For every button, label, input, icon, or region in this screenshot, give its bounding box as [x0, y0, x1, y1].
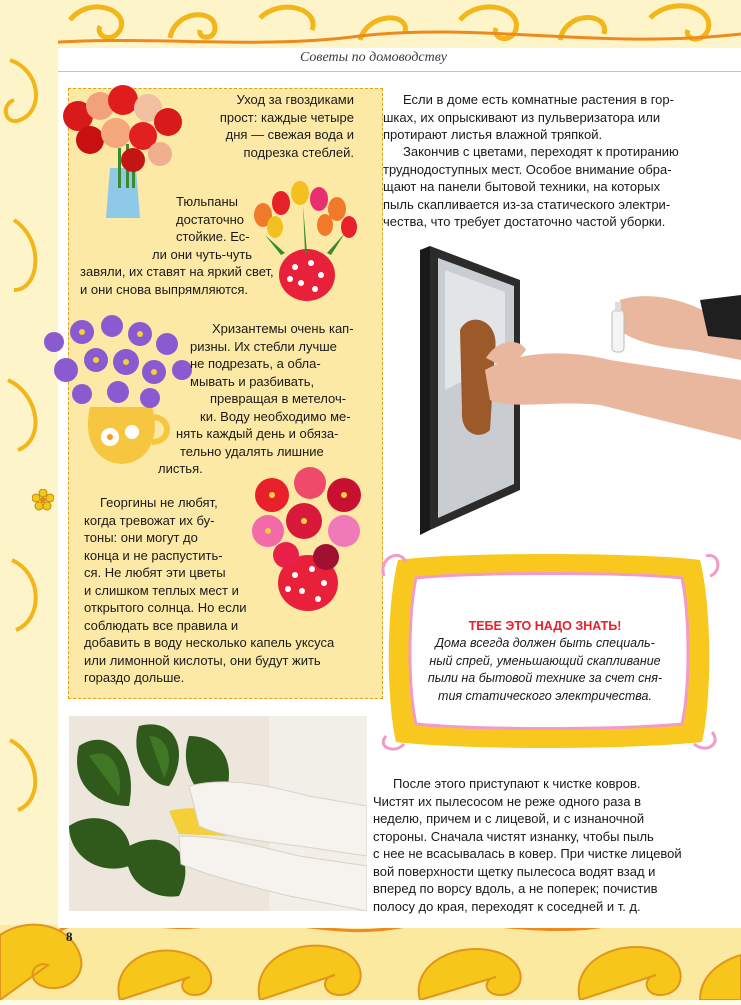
flower-bullet-icon — [32, 489, 54, 511]
para-line: протирают листья влажной тряпкой. — [383, 127, 603, 142]
tip-line: не подрезать, а обла- — [190, 356, 321, 371]
tip-line: прост: каждые четыре — [219, 109, 354, 125]
para-line: полосу до края, переходят к соседней и т. д. — [373, 898, 641, 914]
para-line: После этого приступают к чистке ковров. — [393, 776, 641, 791]
tip-line: конца и не распустить- — [84, 547, 223, 563]
tip-line: стойкие. Ес- — [176, 229, 250, 244]
tip-line: соблюдать все правила и — [84, 617, 239, 633]
plants-paragraph — [383, 91, 688, 144]
tip-line: превращая в метелоч- — [210, 391, 347, 406]
para-line: вперед по ворсу вдоль, а не поперек; почистив — [373, 881, 658, 896]
tip-line: когда тревожат их бу- — [84, 512, 215, 528]
tip-line: достаточно — [176, 211, 245, 227]
para-line: Закончив с цветами, переходят к протиранию — [403, 144, 679, 159]
tip-line: и они снова выпрямляются. — [80, 281, 249, 297]
tip-line: Уход за гвоздиками — [236, 92, 354, 107]
tip-line: Тюльпаны — [176, 194, 238, 209]
page-number: 8 — [66, 929, 73, 944]
para-line: неделю, причем и с лицевой, и с изнаночной — [373, 811, 645, 826]
carpet-paragraph — [373, 775, 688, 915]
top-swirl-border — [0, 0, 741, 50]
para-line: пыль скапливается из-за статического электри- — [383, 196, 671, 212]
para-line: Если в доме есть комнатные растения в гор- — [403, 92, 674, 107]
para-line: с нее не всасывалась в ковер. При чистке лицевой — [373, 846, 682, 861]
tip-line: ки. Воду необходимо ме- — [200, 408, 351, 424]
tip-line: открытого солнца. Но если — [84, 600, 247, 615]
para-line: труднодоступных мест. Особое внимание обра- — [383, 161, 672, 177]
note-line: Дома всегда должен быть специаль- — [435, 636, 655, 650]
para-line: шках, их опрыскивают из пульверизатора или — [383, 109, 661, 125]
para-line: стороны. Сначала чистят изнанку, чтобы пыль — [373, 828, 654, 844]
ficus-cleaning-photo — [69, 716, 367, 911]
note-title: ТЕБЕ ЭТО НАДО ЗНАТЬ! — [468, 619, 622, 633]
tip-dahlias — [84, 494, 369, 687]
para-line: чества, что требует достаточно частой уборки. — [383, 214, 666, 229]
note-line: тия статического электричества. — [438, 688, 652, 703]
tip-line: дня — свежая вода и — [225, 127, 354, 142]
tip-line: мывать и разбивать, — [190, 373, 315, 389]
appliance-paragraph — [383, 143, 688, 231]
tip-line: завяли, их ставят на яркий свет, — [80, 264, 274, 279]
tulip-bouquet — [245, 175, 365, 305]
tip-carnations — [190, 91, 354, 161]
para-line: вой поверхности щетку пылесоса водят взад и — [373, 863, 656, 879]
tip-line: листья. — [158, 461, 203, 476]
header-rule — [58, 71, 741, 72]
tip-line: или лимонной кислоты, они будут жить — [84, 652, 321, 668]
note-line: ный спрей, уменьшающий скапливание — [429, 653, 661, 668]
tip-line: нять каждый день и обяза- — [176, 426, 339, 441]
running-header: Советы по домоводству — [300, 50, 448, 65]
note-body — [420, 635, 670, 705]
monitor-cleaning-photo — [390, 240, 741, 538]
para-line: Чистят их пылесосом не реже одного раза в — [373, 793, 641, 809]
tip-line: тоны: они могут до — [84, 530, 198, 545]
tip-line: ризны. Их стебли лучше — [190, 338, 337, 354]
tip-line: Хризантемы очень кап- — [212, 321, 354, 336]
note-line: пыли на бытовой технике за счет сня- — [427, 671, 663, 685]
tip-chrysanthemums — [150, 320, 362, 478]
tip-line: тельно удалять лишние — [180, 443, 324, 459]
tip-line: подрезка стеблей. — [243, 144, 354, 160]
tip-line: и слишком теплых мест и — [84, 582, 239, 598]
tip-line: ся. Не любят эти цветы — [84, 565, 226, 580]
tip-line: добавить в воду несколько капель уксуса — [84, 635, 335, 650]
tip-line: гораздо дольше. — [84, 670, 185, 685]
tip-line: ли они чуть-чуть — [152, 246, 253, 262]
tip-line: Георгины не любят, — [100, 495, 218, 510]
para-line: щают на панели бытовой техники, на которых — [383, 179, 661, 194]
